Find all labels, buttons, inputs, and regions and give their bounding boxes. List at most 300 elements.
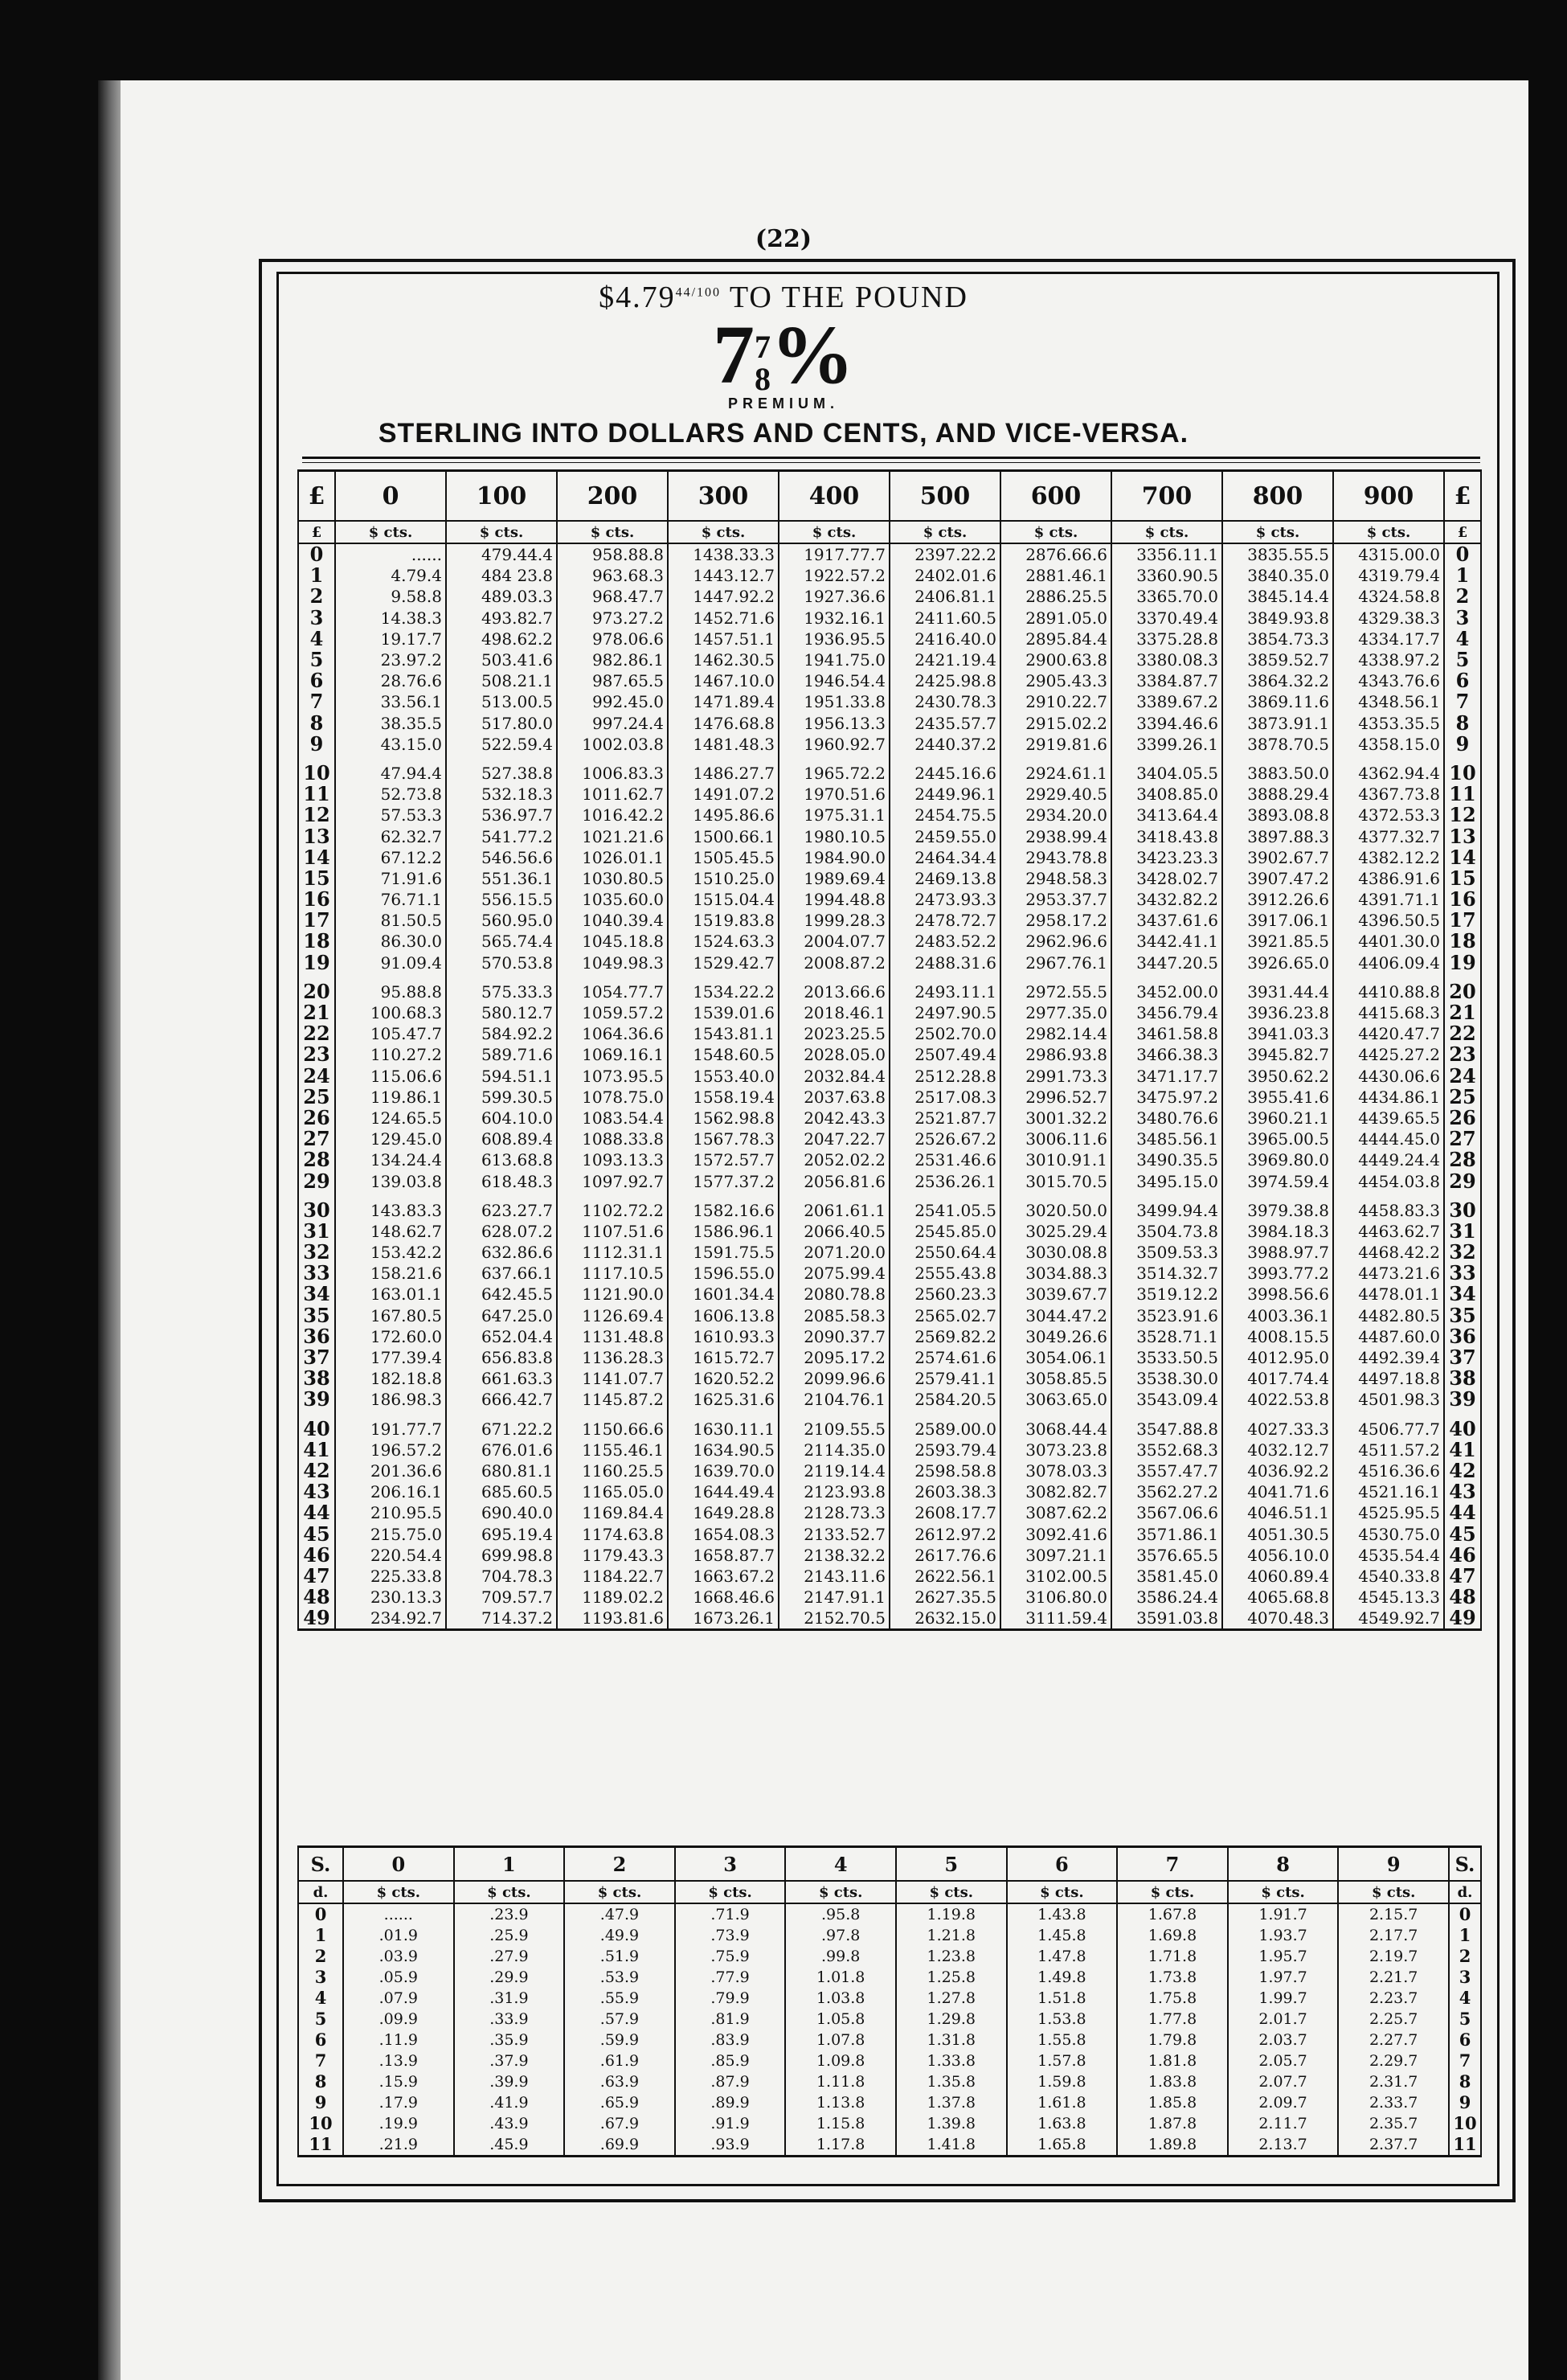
table-cell: 2627.35.5 [890, 1587, 1000, 1608]
table-cell: 4492.39.4 [1333, 1347, 1444, 1368]
row-key-right: 7 [1449, 2050, 1481, 2071]
row-key-right: 23 [1444, 1044, 1481, 1065]
table-cell: 4022.53.8 [1222, 1389, 1333, 1410]
table-cell: 2584.20.5 [890, 1389, 1000, 1410]
table-cell: 498.62.2 [446, 629, 557, 649]
table-cell: 4027.33.3 [1222, 1411, 1333, 1440]
row-key-right: 0 [1449, 1903, 1481, 1925]
table-cell: 2147.91.1 [779, 1587, 890, 1608]
row-key-left: 23 [298, 1044, 335, 1065]
table-cell: 2104.76.1 [779, 1389, 890, 1410]
table-cell: 1088.33.8 [557, 1129, 668, 1149]
table-cell: .97.8 [785, 1925, 896, 1946]
table-cell: 3988.97.7 [1222, 1242, 1333, 1263]
table-cell: 2948.58.3 [1000, 868, 1111, 889]
percent-sign: % [771, 309, 854, 401]
table-cell: 1668.46.6 [668, 1587, 779, 1608]
table-cell: 1457.51.1 [668, 629, 779, 649]
table-cell: 1.27.8 [896, 1988, 1007, 2009]
table-cell: 1936.95.5 [779, 629, 890, 649]
row-key-right: 20 [1444, 973, 1481, 1002]
row-key-right: 12 [1444, 805, 1481, 825]
table-row [298, 1460, 1481, 1481]
table-cell: 95.88.8 [335, 973, 446, 1002]
table-cell: 3567.06.6 [1111, 1502, 1222, 1523]
column-header: 6 [1007, 1847, 1118, 1882]
table-cell: 3974.59.4 [1222, 1170, 1333, 1191]
table-cell: 1515.04.4 [668, 889, 779, 910]
table-cell: 704.78.3 [446, 1566, 557, 1587]
column-header: 200 [557, 471, 668, 522]
table-cell: 671.22.2 [446, 1411, 557, 1440]
table-cell: 541.77.2 [446, 825, 557, 846]
table-row [298, 1284, 1481, 1305]
table-cell: 1.57.8 [1007, 2050, 1118, 2071]
table-row [298, 1608, 1481, 1630]
key-header-right: S. [1449, 1847, 1481, 1882]
table-row [298, 649, 1481, 670]
table-cell: 2133.52.7 [779, 1523, 890, 1544]
column-header: 300 [668, 471, 779, 522]
table-cell: 4511.57.2 [1333, 1440, 1444, 1460]
row-key-right: 26 [1444, 1108, 1481, 1129]
table-cell: 1.95.7 [1228, 1946, 1339, 1967]
row-key-right: 5 [1449, 2009, 1481, 2030]
unit-label: $ cts. [446, 521, 557, 543]
table-cell: 1663.67.2 [668, 1566, 779, 1587]
table-cell: 3006.11.6 [1000, 1129, 1111, 1149]
table-cell: 2483.52.2 [890, 931, 1000, 952]
column-header: 7 [1117, 1847, 1228, 1882]
table-cell: 2919.81.6 [1000, 734, 1111, 755]
table-cell: 1562.98.8 [668, 1108, 779, 1129]
table-cell: 4017.74.4 [1222, 1368, 1333, 1389]
row-key-right: 31 [1444, 1221, 1481, 1242]
table-cell: .37.9 [454, 2050, 565, 2071]
unit-label: $ cts. [779, 521, 890, 543]
table-cell: 4401.30.0 [1333, 931, 1444, 952]
row-key-left: 10 [298, 755, 335, 784]
table-cell: 1917.77.7 [779, 543, 890, 565]
table-cell: 3010.91.1 [1000, 1149, 1111, 1170]
table-cell: 1102.72.2 [557, 1192, 668, 1221]
table-cell: .07.9 [343, 1988, 454, 2009]
table-cell: 2986.93.8 [1000, 1044, 1111, 1065]
table-cell: ...... [343, 1903, 454, 1925]
table-row [298, 1002, 1481, 1023]
table-cell: 4444.45.0 [1333, 1129, 1444, 1149]
table-cell: .43.9 [454, 2113, 565, 2134]
table-cell: 3586.24.4 [1111, 1587, 1222, 1608]
table-cell: 91.09.4 [335, 952, 446, 973]
table-cell: .39.9 [454, 2071, 565, 2092]
table-cell: .75.9 [675, 1946, 786, 1967]
table-cell: 1481.48.3 [668, 734, 779, 755]
row-key-left: 32 [298, 1242, 335, 1263]
table-cell: .69.9 [564, 2134, 675, 2157]
table-cell: 3058.85.5 [1000, 1368, 1111, 1389]
table-cell: 4070.48.3 [1222, 1608, 1333, 1630]
table-cell: 3044.47.2 [1000, 1305, 1111, 1326]
table-cell: 2502.70.0 [890, 1023, 1000, 1044]
table-cell: 3413.64.4 [1111, 805, 1222, 825]
table-cell: 556.15.5 [446, 889, 557, 910]
table-cell: 3442.41.1 [1111, 931, 1222, 952]
table-cell: 4003.36.1 [1222, 1305, 1333, 1326]
row-key-left: 2 [298, 1946, 343, 1967]
table-cell: 1610.93.3 [668, 1326, 779, 1347]
table-cell: 2943.78.8 [1000, 847, 1111, 868]
table-cell: 2.01.7 [1228, 2009, 1339, 2030]
table-cell: .19.9 [343, 2113, 454, 2134]
table-cell: 1567.78.3 [668, 1129, 779, 1149]
table-cell: 2114.35.0 [779, 1440, 890, 1460]
pounds-header-row [298, 471, 1481, 522]
table-cell: 3034.88.3 [1000, 1263, 1111, 1284]
row-key-right: 15 [1444, 868, 1481, 889]
table-cell: 963.68.3 [557, 565, 668, 586]
table-cell: 4410.88.8 [1333, 973, 1444, 1002]
table-cell: 580.12.7 [446, 1002, 557, 1023]
table-cell: 3111.59.4 [1000, 1608, 1111, 1630]
table-cell: 1049.98.3 [557, 952, 668, 973]
row-key-right: 45 [1444, 1523, 1481, 1544]
table-cell: 3926.65.0 [1222, 952, 1333, 973]
table-cell: 1.87.8 [1117, 2113, 1228, 2134]
table-cell: 4329.38.3 [1333, 608, 1444, 629]
table-cell: 3528.71.1 [1111, 1326, 1222, 1347]
table-cell: 2119.14.4 [779, 1460, 890, 1481]
table-cell: 2497.90.5 [890, 1002, 1000, 1023]
table-cell: 1548.60.5 [668, 1044, 779, 1065]
pence-header-row [298, 1847, 1481, 1882]
table-cell: 1030.80.5 [557, 868, 668, 889]
table-cell: .73.9 [675, 1925, 786, 1946]
table-cell: 4535.54.4 [1333, 1545, 1444, 1566]
table-cell: 1471.89.4 [668, 691, 779, 712]
row-key-left: 26 [298, 1108, 335, 1129]
table-cell: 2967.76.1 [1000, 952, 1111, 973]
table-cell: .79.9 [675, 1988, 786, 2009]
table-row [298, 1967, 1481, 1988]
table-cell: 3015.70.5 [1000, 1170, 1111, 1191]
table-cell: 546.56.6 [446, 847, 557, 868]
table-cell: 3485.56.1 [1111, 1129, 1222, 1149]
table-cell: 3370.49.4 [1111, 608, 1222, 629]
row-key-right: 24 [1444, 1066, 1481, 1087]
unit-label: $ cts. [564, 1881, 675, 1903]
table-cell: 2440.37.2 [890, 734, 1000, 755]
table-cell: 1006.83.3 [557, 755, 668, 784]
column-header: 100 [446, 471, 557, 522]
row-key-left: 1 [298, 565, 335, 586]
table-cell: .89.9 [675, 2092, 786, 2113]
table-row [298, 784, 1481, 805]
column-header: 600 [1000, 471, 1111, 522]
table-cell: 2.19.7 [1338, 1946, 1449, 1967]
table-cell: .55.9 [564, 1988, 675, 2009]
table-cell: 2.09.7 [1228, 2092, 1339, 2113]
table-cell: 230.13.3 [335, 1587, 446, 1608]
table-cell: 3960.21.1 [1222, 1108, 1333, 1129]
table-cell: 1112.31.1 [557, 1242, 668, 1263]
table-cell: 1021.21.6 [557, 825, 668, 846]
table-cell: .25.9 [454, 1925, 565, 1946]
table-cell: 1606.13.8 [668, 1305, 779, 1326]
table-cell: 517.80.0 [446, 713, 557, 734]
row-key-left: 16 [298, 889, 335, 910]
table-cell: .51.9 [564, 1946, 675, 1967]
table-cell: 4463.62.7 [1333, 1221, 1444, 1242]
table-cell: 2449.96.1 [890, 784, 1000, 805]
table-cell: 4497.18.8 [1333, 1368, 1444, 1389]
table-cell: 4315.00.0 [1333, 543, 1444, 565]
row-key-left: 38 [298, 1368, 335, 1389]
table-cell: 2469.13.8 [890, 868, 1000, 889]
row-key-left: 39 [298, 1389, 335, 1410]
table-cell: 4549.92.7 [1333, 1608, 1444, 1630]
column-header: 2 [564, 1847, 675, 1882]
table-cell: 2915.02.2 [1000, 713, 1111, 734]
table-cell: 3557.47.7 [1111, 1460, 1222, 1481]
unit-label: $ cts. [454, 1881, 565, 1903]
table-cell: 1510.25.0 [668, 868, 779, 889]
pounds-unit-row [298, 521, 1481, 543]
table-cell: 4372.53.3 [1333, 805, 1444, 825]
row-key-left: 8 [298, 713, 335, 734]
table-cell: 2454.75.5 [890, 805, 1000, 825]
table-row [298, 1368, 1481, 1389]
table-cell: 1984.90.0 [779, 847, 890, 868]
table-cell: 1625.31.6 [668, 1389, 779, 1410]
table-row [298, 608, 1481, 629]
table-cell: 2430.78.3 [890, 691, 1000, 712]
table-cell: 1169.84.4 [557, 1502, 668, 1523]
table-cell: 3945.82.7 [1222, 1044, 1333, 1065]
table-cell: 618.48.3 [446, 1170, 557, 1191]
row-key-left: 49 [298, 1608, 335, 1630]
row-key-left: 5 [298, 2009, 343, 2030]
table-row [298, 1389, 1481, 1410]
table-cell: 28.76.6 [335, 670, 446, 691]
table-cell: 3480.76.6 [1111, 1108, 1222, 1129]
table-cell: 3840.35.0 [1222, 565, 1333, 586]
table-cell: .01.9 [343, 1925, 454, 1946]
table-cell: 4487.60.0 [1333, 1326, 1444, 1347]
row-key-left: 7 [298, 691, 335, 712]
table-cell: 3375.28.8 [1111, 629, 1222, 649]
table-cell: 4458.83.3 [1333, 1192, 1444, 1221]
column-header: 8 [1228, 1847, 1339, 1882]
row-key-right: 16 [1444, 889, 1481, 910]
table-cell: 3571.86.1 [1111, 1523, 1222, 1544]
table-cell: 3912.26.6 [1222, 889, 1333, 910]
row-key-left: 45 [298, 1523, 335, 1544]
table-cell: 1946.54.4 [779, 670, 890, 691]
table-cell: 4060.89.4 [1222, 1566, 1333, 1587]
table-row [298, 1587, 1481, 1608]
table-cell: .65.9 [564, 2092, 675, 2113]
key-header-left: S. [298, 1847, 343, 1882]
table-cell: 2603.38.3 [890, 1481, 1000, 1502]
table-cell: 4338.97.2 [1333, 649, 1444, 670]
table-cell: 997.24.4 [557, 713, 668, 734]
table-cell: 1994.48.8 [779, 889, 890, 910]
table-cell: 4540.33.8 [1333, 1566, 1444, 1587]
table-cell: 139.03.8 [335, 1170, 446, 1191]
table-cell: 4032.12.7 [1222, 1440, 1333, 1460]
table-cell: 2042.43.3 [779, 1108, 890, 1129]
table-row [298, 1149, 1481, 1170]
table-cell: 1160.25.5 [557, 1460, 668, 1481]
table-cell: 637.66.1 [446, 1263, 557, 1284]
table-cell: 978.06.6 [557, 629, 668, 649]
table-cell: .21.9 [343, 2134, 454, 2157]
table-cell: 532.18.3 [446, 784, 557, 805]
table-cell: 1136.28.3 [557, 1347, 668, 1368]
table-cell: 3078.03.3 [1000, 1460, 1111, 1481]
table-cell: 3854.73.3 [1222, 629, 1333, 649]
table-cell: 1145.87.2 [557, 1389, 668, 1410]
table-cell: 1117.10.5 [557, 1263, 668, 1284]
table-row [298, 1305, 1481, 1326]
table-cell: 2.25.7 [1338, 2009, 1449, 2030]
table-cell: 570.53.8 [446, 952, 557, 973]
row-key-left: 15 [298, 868, 335, 889]
table-cell: 4046.51.1 [1222, 1502, 1333, 1523]
table-cell: 1572.57.7 [668, 1149, 779, 1170]
table-cell: .47.9 [564, 1903, 675, 1925]
table-cell: 210.95.5 [335, 1502, 446, 1523]
table-cell: 4334.17.7 [1333, 629, 1444, 649]
table-row [298, 868, 1481, 889]
table-cell: 982.86.1 [557, 649, 668, 670]
table-cell: 661.63.3 [446, 1368, 557, 1389]
table-cell: 628.07.2 [446, 1221, 557, 1242]
row-key-right: 5 [1444, 649, 1481, 670]
table-cell: 3490.35.5 [1111, 1149, 1222, 1170]
row-key-right: 30 [1444, 1192, 1481, 1221]
table-cell: 1141.07.7 [557, 1368, 668, 1389]
table-cell: 2406.81.1 [890, 586, 1000, 607]
row-key-left: 3 [298, 1967, 343, 1988]
table-cell: .71.9 [675, 1903, 786, 1925]
table-cell: 2924.61.1 [1000, 755, 1111, 784]
table-cell: 1591.75.5 [668, 1242, 779, 1263]
table-row [298, 713, 1481, 734]
unit-label: $ cts. [896, 1881, 1007, 1903]
row-key-right: 48 [1444, 1587, 1481, 1608]
table-cell: 1150.66.6 [557, 1411, 668, 1440]
row-key-right: 19 [1444, 952, 1481, 973]
table-cell: 215.75.0 [335, 1523, 446, 1544]
table-cell: 695.19.4 [446, 1523, 557, 1544]
table-cell: 2023.25.5 [779, 1023, 890, 1044]
row-key-left: 47 [298, 1566, 335, 1587]
table-cell: .09.9 [343, 2009, 454, 2030]
table-cell: 2459.55.0 [890, 825, 1000, 846]
table-cell: .31.9 [454, 1988, 565, 2009]
table-cell: 23.97.2 [335, 649, 446, 670]
table-row [298, 2092, 1481, 2113]
table-cell: 9.58.8 [335, 586, 446, 607]
table-cell: 1927.36.6 [779, 586, 890, 607]
table-cell: 4454.03.8 [1333, 1170, 1444, 1191]
table-cell: 2425.98.8 [890, 670, 1000, 691]
premium-denominator: 8 [755, 361, 771, 398]
table-row [298, 2071, 1481, 2092]
table-cell: 2071.20.0 [779, 1242, 890, 1263]
unit-label: $ cts. [785, 1881, 896, 1903]
table-row [298, 1326, 1481, 1347]
table-cell: 1989.69.4 [779, 868, 890, 889]
table-cell: 3423.23.3 [1111, 847, 1222, 868]
table-cell: 3399.26.1 [1111, 734, 1222, 755]
table-cell: 3365.70.0 [1111, 586, 1222, 607]
table-cell: 594.51.1 [446, 1066, 557, 1087]
row-key-left: 6 [298, 670, 335, 691]
table-cell: 1040.39.4 [557, 910, 668, 931]
unit-label: $ cts. [1000, 521, 1111, 543]
table-cell: 3849.93.8 [1222, 608, 1333, 629]
table-cell: 680.81.1 [446, 1460, 557, 1481]
table-cell: 3447.20.5 [1111, 952, 1222, 973]
table-cell: 1189.02.2 [557, 1587, 668, 1608]
table-row [298, 1242, 1481, 1263]
table-cell: 2958.17.2 [1000, 910, 1111, 931]
table-cell: 3931.44.4 [1222, 973, 1333, 1002]
unit-label: $ cts. [1117, 1881, 1228, 1903]
table-cell: 1491.07.2 [668, 784, 779, 805]
table-cell: 3418.43.8 [1111, 825, 1222, 846]
row-key-left: 33 [298, 1263, 335, 1284]
table-cell: 2526.67.2 [890, 1129, 1000, 1149]
table-cell: 1539.01.6 [668, 1002, 779, 1023]
table-cell: 1.51.8 [1007, 1988, 1118, 2009]
table-cell: 2445.16.6 [890, 755, 1000, 784]
unit-label: $ cts. [1338, 1881, 1449, 1903]
table-cell: 2.35.7 [1338, 2113, 1449, 2134]
table-row [298, 565, 1481, 586]
table-cell: 4521.16.1 [1333, 1481, 1444, 1502]
table-cell: 1078.75.0 [557, 1087, 668, 1108]
table-cell: 4434.86.1 [1333, 1087, 1444, 1108]
table-cell: 3873.91.1 [1222, 713, 1333, 734]
table-cell: 4065.68.8 [1222, 1587, 1333, 1608]
table-cell: 2541.05.5 [890, 1192, 1000, 1221]
table-cell: 1.25.8 [896, 1967, 1007, 1988]
table-cell: 3360.90.5 [1111, 565, 1222, 586]
table-cell: 134.24.4 [335, 1149, 446, 1170]
table-cell: 1.13.8 [785, 2092, 896, 2113]
table-cell: 1.29.8 [896, 2009, 1007, 2030]
table-cell: 2962.96.6 [1000, 931, 1111, 952]
table-cell: 2521.87.7 [890, 1108, 1000, 1129]
table-cell: 1586.96.1 [668, 1221, 779, 1242]
table-row [298, 1502, 1481, 1523]
table-cell: 1.65.8 [1007, 2134, 1118, 2157]
table-cell: 3969.80.0 [1222, 1149, 1333, 1170]
table-cell: 608.89.4 [446, 1129, 557, 1149]
rate-suffix: TO THE POUND [729, 281, 968, 314]
table-cell: 3106.80.0 [1000, 1587, 1111, 1608]
row-key-left: 21 [298, 1002, 335, 1023]
table-cell: 143.83.3 [335, 1192, 446, 1221]
table-row [298, 2134, 1481, 2157]
table-cell: 503.41.6 [446, 649, 557, 670]
column-header: 500 [890, 471, 1000, 522]
table-row [298, 910, 1481, 931]
